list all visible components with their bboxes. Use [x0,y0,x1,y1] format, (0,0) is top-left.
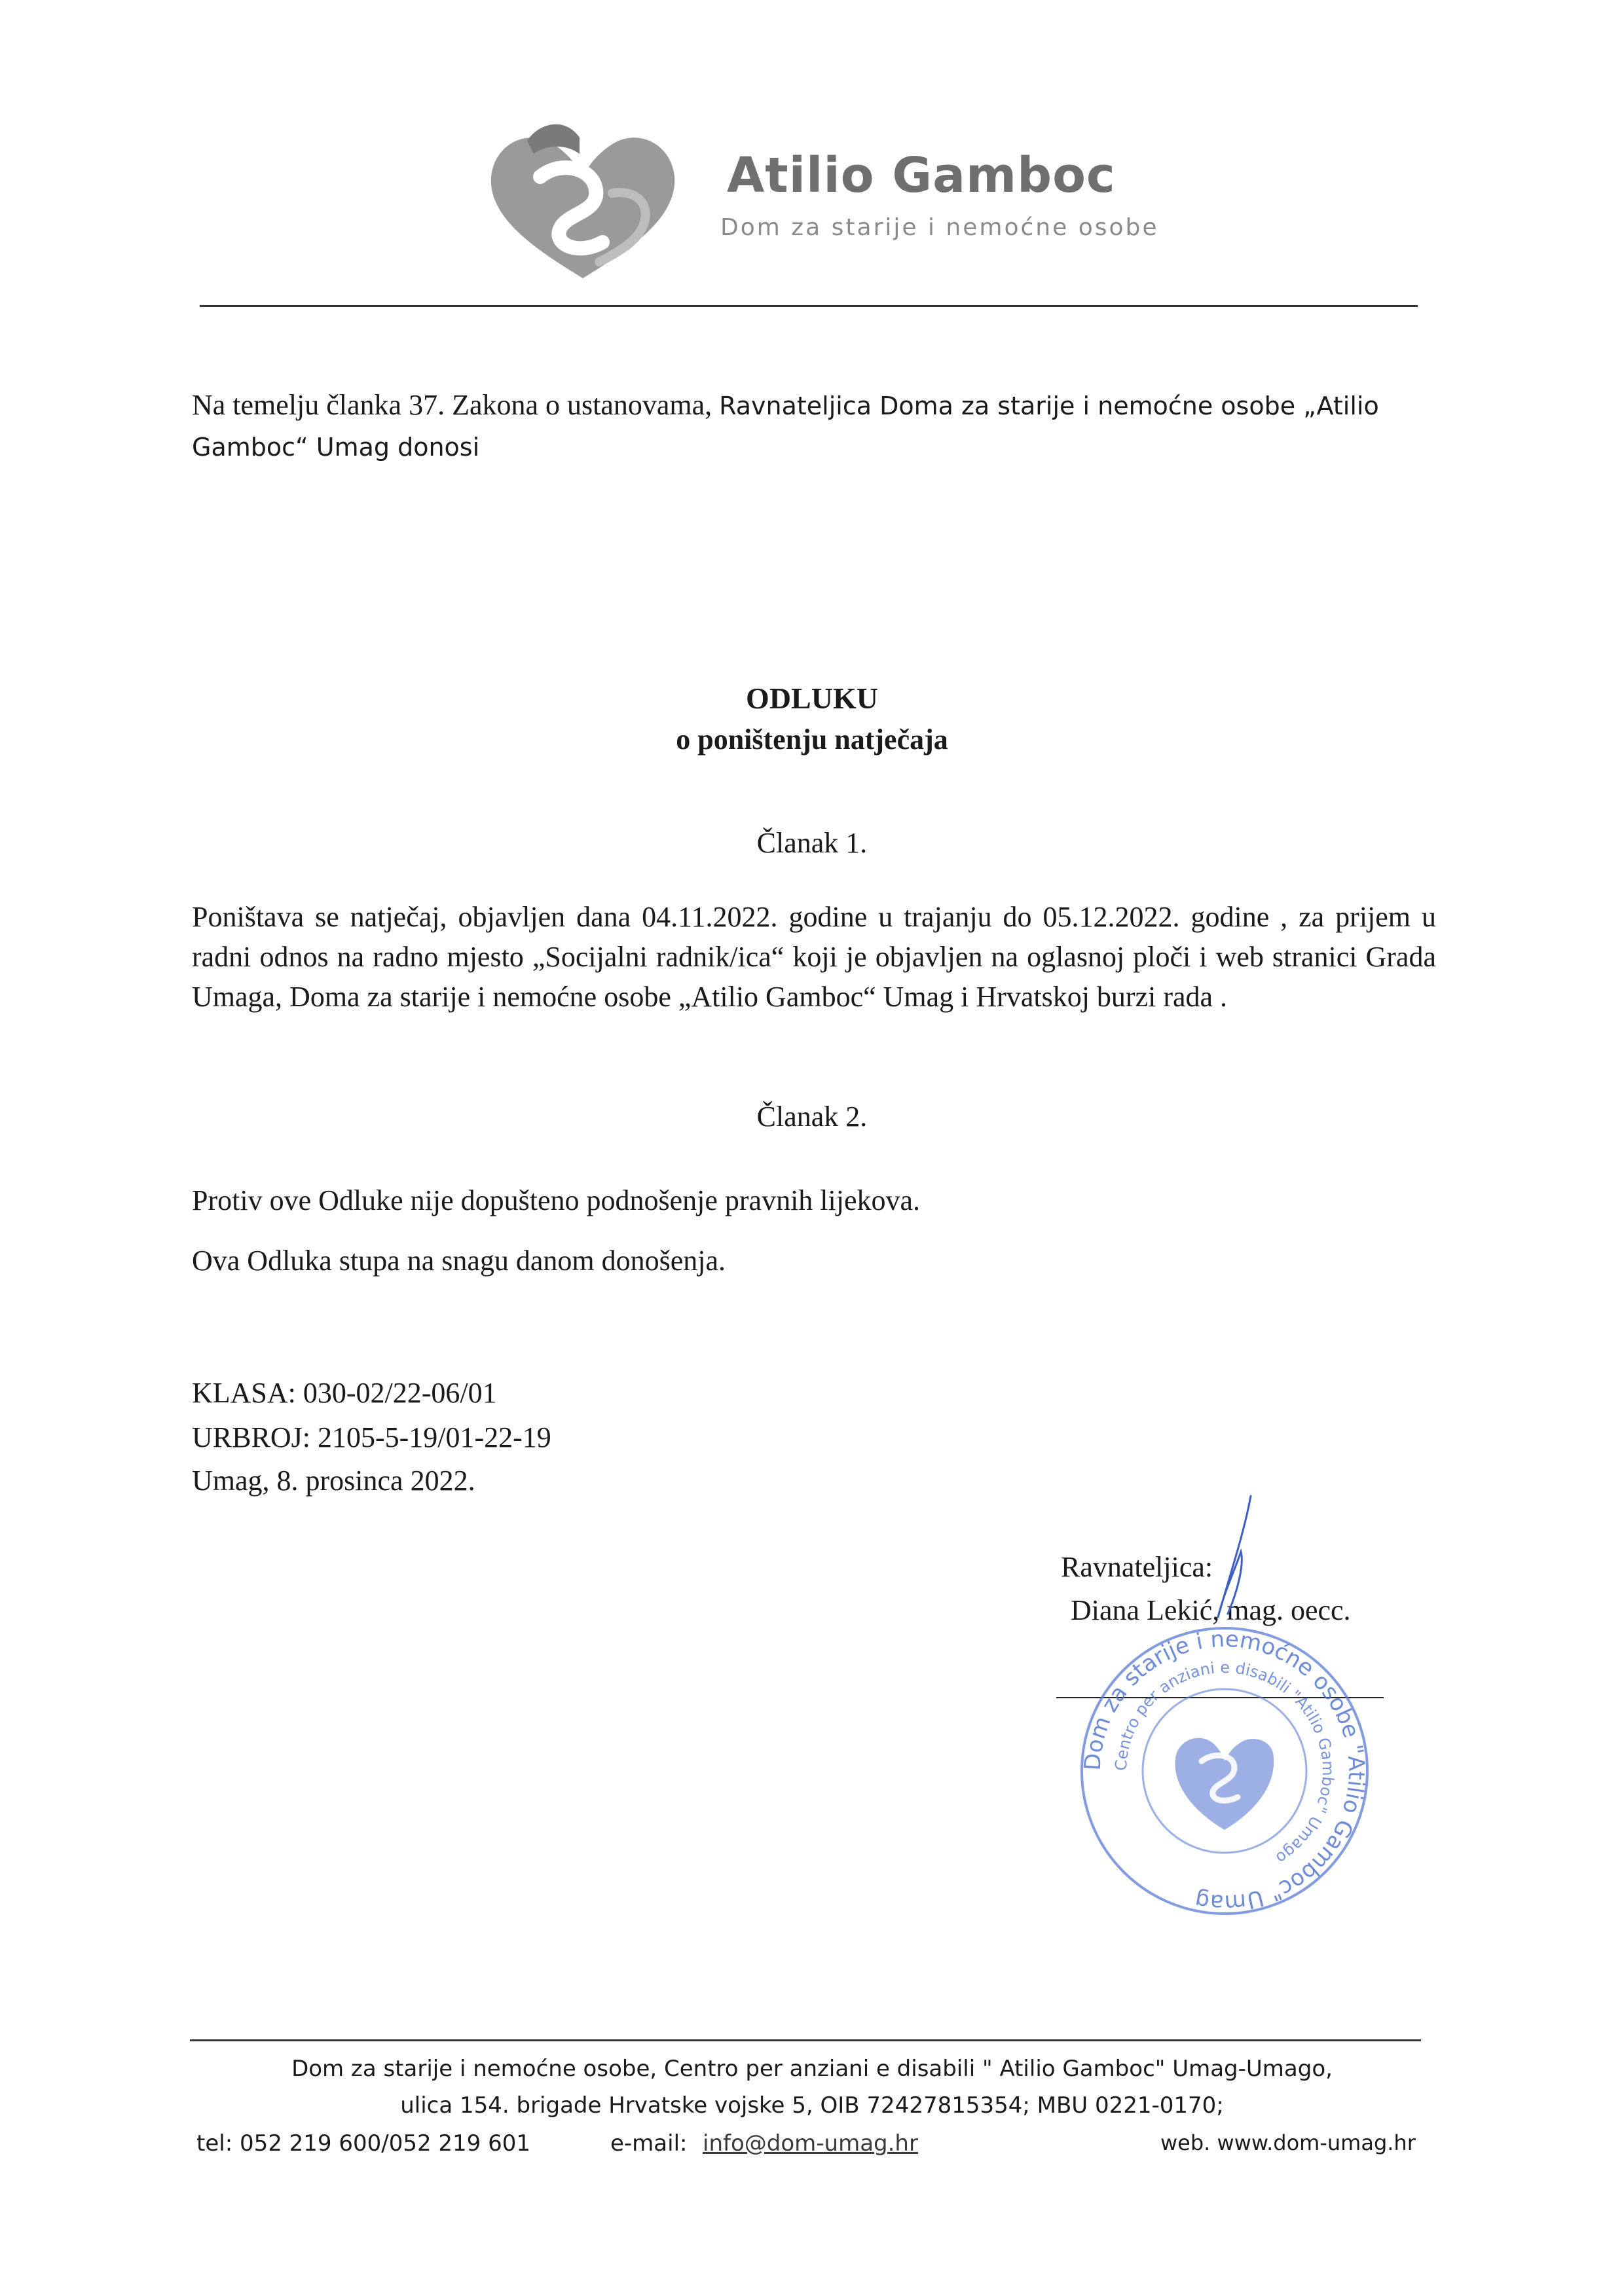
stamp-outer-text: Dom za starije i nemoćne osobe "Atilio Gamboc" Umag [1079,1626,1370,1916]
intro-text-legal-basis: Na temelju članka 37. Zakona o ustanovama, [192,389,720,421]
place-and-date: Umag, 8. prosinca 2022. [192,1465,475,1497]
signatory-title: Ravnateljica: [1061,1551,1213,1583]
handwritten-signature [1179,1493,1270,1624]
footer-telephone: tel: 052 219 600/052 219 601 [196,2130,531,2157]
official-stamp [1074,1620,1375,1922]
header-divider [200,305,1418,307]
stamp-inner-text: Centro per anziani e disabili "Atilio Gamboc" Umago [1111,1658,1338,1868]
organization-subtitle: Dom za starije i nemoćne osobe [720,214,1159,241]
footer-address: ulica 154. brigade Hrvatske vojske 5, OIB 72427815354; MBU 0221-0170; [400,2092,1224,2119]
intro-text-issuer: Ravnateljica Doma za starije i nemoćne osobe „Atilio Gamboc“ Umag donosi [192,392,1379,462]
signatory-name: Diana Lekić, mag. oecc. [1071,1594,1351,1626]
urbroj-reference: URBROJ: 2105-5-19/01-22-19 [192,1421,551,1453]
article-2-text-effect: Ova Odluka stupa na snagu danom donošenja. [192,1245,726,1277]
decision-subtitle: o poništenju natječaja [676,723,948,756]
footer-email-link[interactable]: info@dom-umag.hr [703,2130,918,2157]
klasa-reference: KLASA: 030-02/22-06/01 [192,1377,497,1409]
footer-divider [190,2039,1421,2041]
article-1-text: Poništava se natječaj, objavljen dana 04.11.2022. godine u trajanju do 05.12.2022. godine , za prijem u radni odnos na radno mjesto „Socijalni radnik/ica“ koji je objavljen na oglasnoj ploči i web stranici Grada Umaga, Doma za starije i nemoćne osobe „Atilio Gamboc“ Umag i Hrvatskoj burzi rada . [192,901,1436,1013]
decision-title: ODLUKU [746,682,878,715]
organization-logo [481,115,684,288]
intro-paragraph [192,385,1436,467]
organization-name: Atilio Gamboc [727,147,1116,204]
article-1-heading: Članak 1. [756,827,868,859]
article-2-heading: Članak 2. [756,1101,868,1133]
article-2-text-appeal: Protiv ove Odluke nije dopušteno podnošenje pravnih lijekova. [192,1184,921,1216]
footer-website[interactable]: web. www.dom-umag.hr [1160,2130,1416,2155]
footer-email-label: e-mail: [610,2130,688,2157]
footer-institution-name: Dom za starije i nemoćne osobe, Centro per anziani e disabili " Atilio Gamboc" Umag-Umago, [291,2056,1333,2082]
